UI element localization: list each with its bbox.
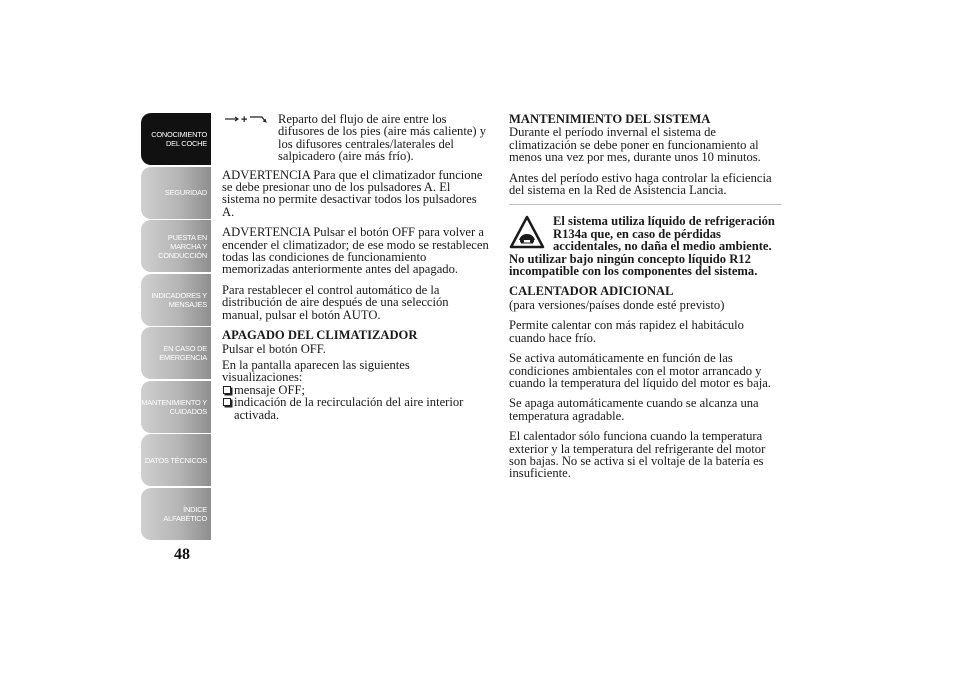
list-item-text: mensaje OFF;	[234, 382, 306, 397]
tab-label: MANTENIMIENTO Y CUIDADOS	[141, 397, 207, 416]
tab-indice[interactable]	[141, 488, 211, 540]
text-column-right	[509, 113, 781, 488]
tab-puesta-en-marcha[interactable]	[141, 220, 211, 272]
paragraph-activa: Se activa automáticamente en función de las condiciones ambientales con el motor arrancado y cuando la temperatura del líquido del motor es baja.	[509, 351, 771, 390]
tab-label: DATOS TÉCNICOS	[144, 455, 207, 465]
tab-conocimiento-del-coche[interactable]	[141, 113, 211, 165]
paragraph-funciona: El calentador sólo funciona cuando la temperatura exterior y la temperatura del refrigerante del motor son bajas. No se activa si el voltaje de la batería es insuficiente.	[509, 429, 766, 481]
tab-label: ÍNDICE ALFABÉTICO	[163, 504, 207, 523]
airflow-feet-dash-icon	[222, 113, 278, 127]
tab-label: SEGURIDAD	[164, 188, 207, 197]
airflow-description: Reparto del flujo de aire entre los difusores de los pies (aire más caliente) y los difusores centrales/laterales del salpicadero (aire más frío).	[278, 112, 487, 164]
paragraph-estivo: Antes del período estivo haga controlar la eficiencia del sistema en la Red de Asistencia Lancia.	[509, 170, 772, 198]
warning-triangle-car-icon	[509, 215, 545, 249]
tab-label: CONOCIMIENTO DEL COCHE	[151, 130, 207, 148]
text-column-left	[222, 113, 490, 421]
tab-label: PUESTA EN MARCHA Y CONDUCCIÓN	[158, 232, 207, 260]
section-heading-mantenimiento: MANTENIMIENTO DEL SISTEMA	[509, 112, 711, 126]
paragraph-calentar: Permite calentar con más rapidez el habitáculo cuando hace frío.	[509, 318, 744, 345]
warning-box	[509, 204, 781, 277]
tab-mantenimiento[interactable]	[141, 381, 211, 433]
paragraph-off: Pulsar el botón OFF.	[222, 341, 326, 356]
list-item	[222, 396, 490, 421]
svg-text:+: +	[241, 114, 248, 126]
advertencia-paragraph-2: ADVERTENCIA Pulsar el botón OFF para volver a encender el climatizador; de ese modo se restablecen todas las condiciones de funcionamiento memorizadas anteriormente antes del apagado.	[222, 225, 489, 277]
paragraph-auto: Para restablecer el control automático de la distribución de aire después de una selección manual, pulsar el botón AUTO.	[222, 282, 449, 322]
tab-datos-tecnicos[interactable]	[141, 434, 211, 486]
paragraph-apaga: Se apaga automáticamente cuando se alcanza una temperatura agradable.	[509, 396, 759, 423]
tab-seguridad[interactable]	[141, 167, 211, 219]
paragraph-invernal: Durante el período invernal el sistema de climatización se debe poner en funcionamiento al menos una vez por mes, durante unos 10 minutos.	[509, 125, 761, 165]
checkbox-bullet-icon	[223, 398, 231, 406]
list-item-text: indicación de la recirculación del aire interior activada.	[234, 395, 464, 422]
chapter-sidebar	[141, 113, 211, 541]
advertencia-paragraph-1: ADVERTENCIA Para que el climatizador funcione se debe presionar uno de los pulsadores A. El sistema no permite desactivar todos los pulsadores A.	[222, 167, 483, 219]
tab-label: EN CASO DE EMERGENCIA	[159, 344, 207, 362]
checkbox-bullet-icon	[223, 386, 231, 394]
tab-emergencia[interactable]	[141, 327, 211, 379]
section-heading-apagado: APAGADO DEL CLIMATIZADOR	[222, 328, 418, 343]
tab-indicadores[interactable]	[141, 274, 211, 326]
paragraph-pantalla: En la pantalla aparecen las siguientes visualizaciones:	[222, 357, 410, 385]
page-number: 48	[174, 546, 190, 563]
calentador-subheading: (para versiones/países donde esté previsto)	[509, 297, 725, 312]
section-heading-calentador: CALENTADOR ADICIONAL	[509, 284, 674, 299]
tab-label: INDICADORES Y MENSAJES	[151, 290, 207, 309]
airflow-item	[222, 113, 490, 163]
warning-text: El sistema utiliza líquido de refrigeración R134a que, en caso de pérdidas accidentales, no daña el medio ambiente. No utilizar bajo ningún concepto líquido R12 incompatible con los componentes del sistema.	[509, 214, 775, 279]
